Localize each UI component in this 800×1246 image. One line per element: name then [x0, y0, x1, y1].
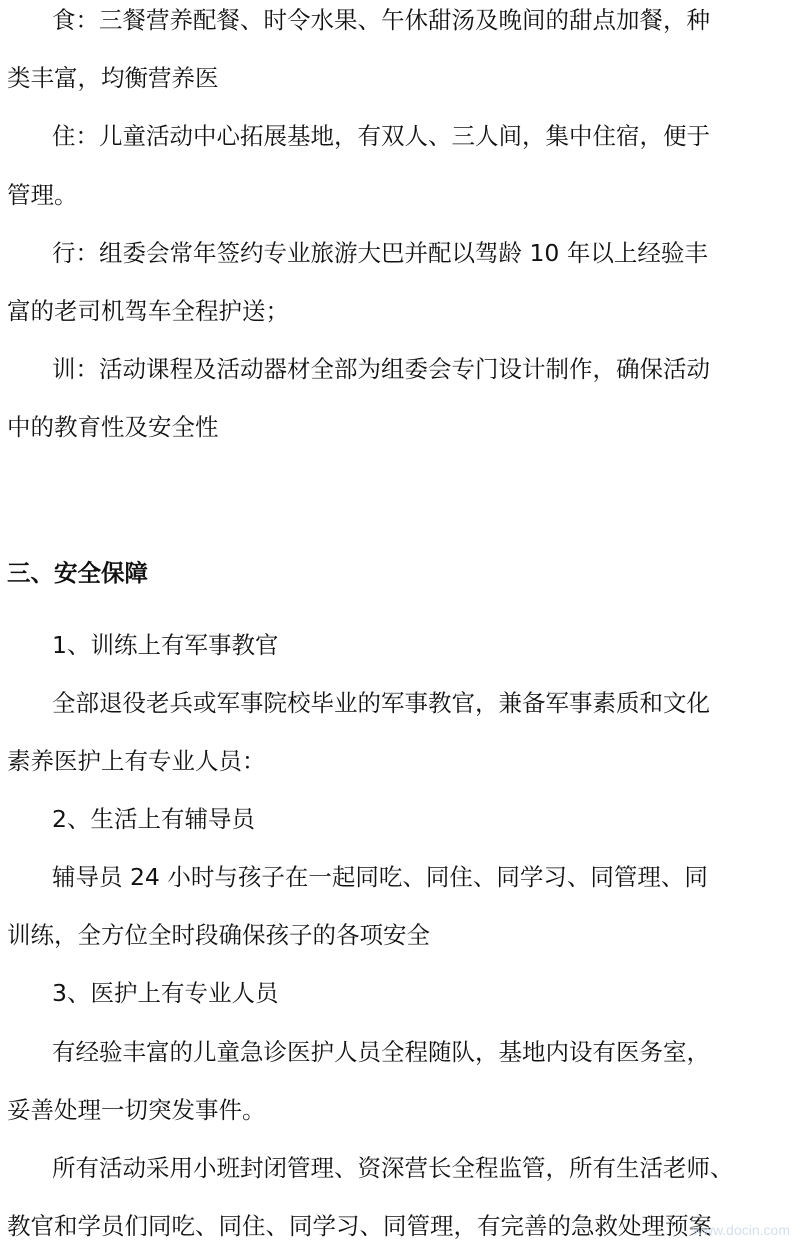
- paragraph-line: 有经验丰富的儿童急诊医护人员全程随队，基地内设有医务室，: [52, 1038, 710, 1066]
- section-heading: 三、安全保障: [7, 559, 148, 587]
- paragraph-line: 行：组委会常年签约专业旅游大巴并配以驾龄 10 年以上经验丰: [52, 239, 708, 267]
- paragraph-line: 富的老司机驾车全程护送；: [7, 297, 289, 325]
- subheading-line: 1、训练上有军事教官: [52, 631, 279, 659]
- paragraph-line: 中的教育性及安全性: [7, 413, 219, 441]
- paragraph-line: 妥善处理一切突发事件。: [7, 1096, 266, 1124]
- paragraph-line: 类丰富，均衡营养医: [7, 64, 219, 92]
- paragraph-line: 食：三餐营养配餐、时令水果、午休甜汤及晚间的甜点加餐，种: [52, 6, 710, 34]
- subheading-line: 3、医护上有专业人员: [52, 979, 279, 1007]
- paragraph-line: 素养医护上有专业人员：: [7, 747, 266, 775]
- paragraph-line: 管理。: [7, 181, 78, 209]
- watermark-text: www.docin.com: [692, 1222, 790, 1238]
- paragraph-line: 全部退役老兵或军事院校毕业的军事教官，兼备军事素质和文化: [52, 689, 710, 717]
- paragraph-line: 训：活动课程及活动器材全部为组委会专门设计制作，确保活动: [52, 355, 710, 383]
- subheading-line: 2、生活上有辅导员: [52, 805, 255, 833]
- paragraph-line: 住：儿童活动中心拓展基地，有双人、三人间，集中住宿，便于: [52, 122, 710, 150]
- paragraph-line: 所有活动采用小班封闭管理、资深营长全程监管，所有生活老师、: [52, 1154, 734, 1182]
- paragraph-line: 教官和学员们同吃、同住、同学习、同管理，有完善的急救处理预案: [7, 1212, 712, 1240]
- paragraph-line: 训练，全方位全时段确保孩子的各项安全: [7, 921, 430, 949]
- paragraph-line: 辅导员 24 小时与孩子在一起同吃、同住、同学习、同管理、同: [52, 863, 708, 891]
